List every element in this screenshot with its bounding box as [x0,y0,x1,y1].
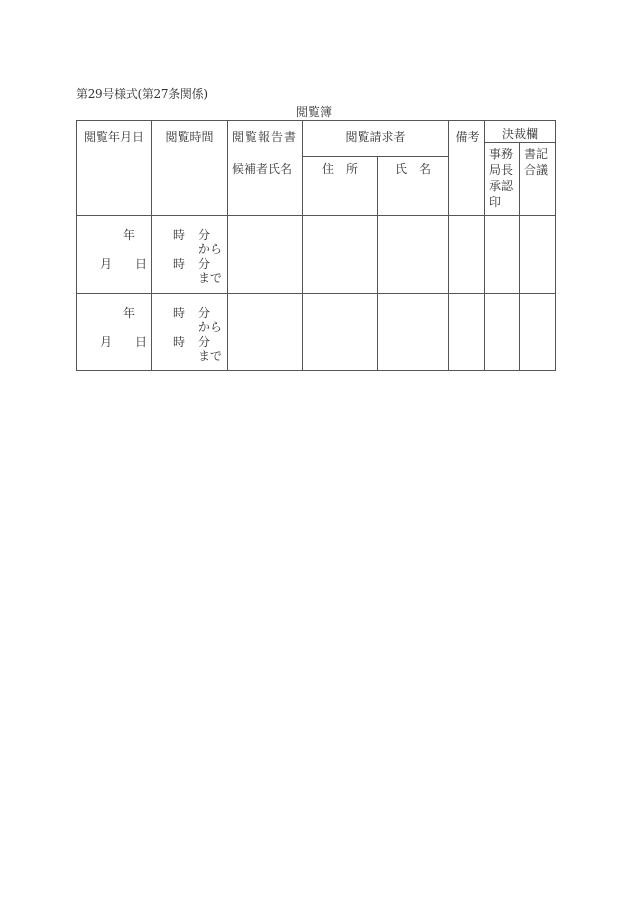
address-cell[interactable] [303,216,378,294]
header-report-candidate: 閲覧報告書 候補者氏名 [228,121,303,216]
table-row [77,216,556,294]
header-name: 氏 名 [378,157,449,216]
secretary-cell[interactable] [520,216,556,294]
table-row [77,294,556,371]
header-requester: 閲覧請求者 [303,121,449,157]
director-approval-cell[interactable] [485,216,520,294]
header-director-approval: 事務 局長 承認 印 [485,143,520,216]
name-cell[interactable] [378,294,449,371]
inspection-ledger-table [76,120,556,371]
date-cell[interactable]: 年 月 日 [77,216,152,294]
remarks-cell[interactable] [449,294,485,371]
date-cell[interactable]: 年 月 日 [77,294,152,371]
header-secretary-consultation: 書記 合議 [520,143,556,216]
header-address: 住 所 [303,157,378,216]
header-remarks: 備考 [449,121,485,216]
director-approval-cell[interactable] [485,294,520,371]
header-time: 閲覧時間 [152,121,228,216]
report-candidate-cell[interactable] [228,294,303,371]
name-cell[interactable] [378,216,449,294]
header-approval: 決裁欄 [485,121,556,143]
time-cell[interactable]: 時 分 から 時 分 まで [152,216,228,294]
secretary-cell[interactable] [520,294,556,371]
form-number: 第29号様式(第27条関係) [76,87,208,101]
address-cell[interactable] [303,294,378,371]
report-candidate-cell[interactable] [228,216,303,294]
time-cell[interactable]: 時 分 から 時 分 まで [152,294,228,371]
header-date: 閲覧年月日 [77,121,152,216]
remarks-cell[interactable] [449,216,485,294]
form-title: 閲覧簿 [296,105,333,119]
